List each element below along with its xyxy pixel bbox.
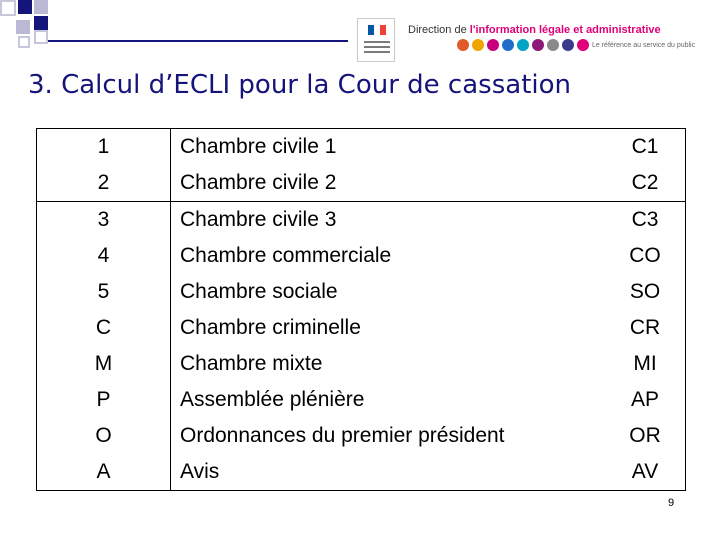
table-row [37, 238, 686, 274]
table-row [37, 129, 686, 166]
color-dot [457, 39, 469, 51]
header-rule [48, 40, 348, 42]
chamber-name-cell: Chambre commerciale [180, 244, 392, 267]
chamber-name-cell: Chambre civile 2 [180, 171, 337, 194]
court-code-cell: 2 [37, 165, 171, 202]
abbreviation-cell: SO [629, 280, 661, 303]
court-code-cell: O [37, 418, 171, 454]
abbreviation-cell: MI [633, 352, 657, 375]
table-row [37, 454, 686, 491]
color-dot [502, 39, 514, 51]
court-code-cell: 5 [37, 274, 171, 310]
chamber-name-cell: Avis [180, 460, 220, 483]
court-code-cell: 3 [37, 202, 171, 239]
abbreviation-cell: AV [631, 460, 659, 483]
court-code-cell: 4 [37, 238, 171, 274]
table-row [37, 346, 686, 382]
court-code-cell: A [37, 454, 171, 491]
abbreviation-cell: AP [630, 388, 659, 411]
table-row [37, 382, 686, 418]
abbreviation-cell: C2 [631, 171, 659, 194]
decor-square [34, 30, 48, 44]
chamber-name-cell: Ordonnances du premier président [180, 424, 505, 447]
decor-square [0, 0, 16, 16]
org-prefix: Direction de [408, 24, 470, 36]
chamber-name-cell: Chambre mixte [180, 352, 323, 375]
decor-square [16, 20, 30, 34]
chamber-name-cell: Chambre sociale [180, 280, 338, 303]
color-dot [532, 39, 544, 51]
page-number: 9 [668, 497, 675, 509]
color-dot [562, 39, 574, 51]
table-row [37, 310, 686, 346]
table-row [37, 165, 686, 202]
court-code-cell: M [37, 346, 171, 382]
abbreviation-cell: C1 [631, 135, 659, 158]
table-row [37, 202, 686, 239]
abbreviation-cell: OR [629, 424, 661, 447]
org-tagline: Le référence au service du public [592, 42, 696, 49]
chamber-name-cell: Assemblée plénière [180, 388, 365, 411]
decor-square [18, 0, 32, 14]
slide-title: 3. Calcul d’ECLI pour la Cour de cassation [28, 70, 571, 100]
decor-square [18, 36, 30, 48]
color-dot [517, 39, 529, 51]
color-dot [577, 39, 589, 51]
color-dot [487, 39, 499, 51]
chamber-name-cell: Chambre civile 1 [180, 135, 337, 158]
abbreviation-cell: CR [629, 316, 661, 339]
republic-logo [357, 18, 395, 62]
color-dot [547, 39, 559, 51]
court-code-cell: P [37, 382, 171, 418]
flag-icon [368, 25, 386, 35]
court-code-cell: C [37, 310, 171, 346]
decor-square [34, 0, 48, 14]
abbreviation-cell: C3 [605, 202, 686, 239]
table-row [37, 274, 686, 310]
decor-square [34, 16, 48, 30]
org-color-dots [457, 39, 589, 51]
chamber-name-cell: Chambre criminelle [180, 316, 361, 339]
chamber-name-cell: Chambre civile 3 [171, 202, 606, 239]
abbreviation-cell: CO [629, 244, 661, 267]
court-code-cell: 1 [37, 129, 171, 166]
org-name [408, 24, 661, 36]
color-dot [472, 39, 484, 51]
ecli-table [36, 128, 686, 491]
org-highlight: l'information légale et administrative [469, 24, 661, 36]
table-row [37, 418, 686, 454]
